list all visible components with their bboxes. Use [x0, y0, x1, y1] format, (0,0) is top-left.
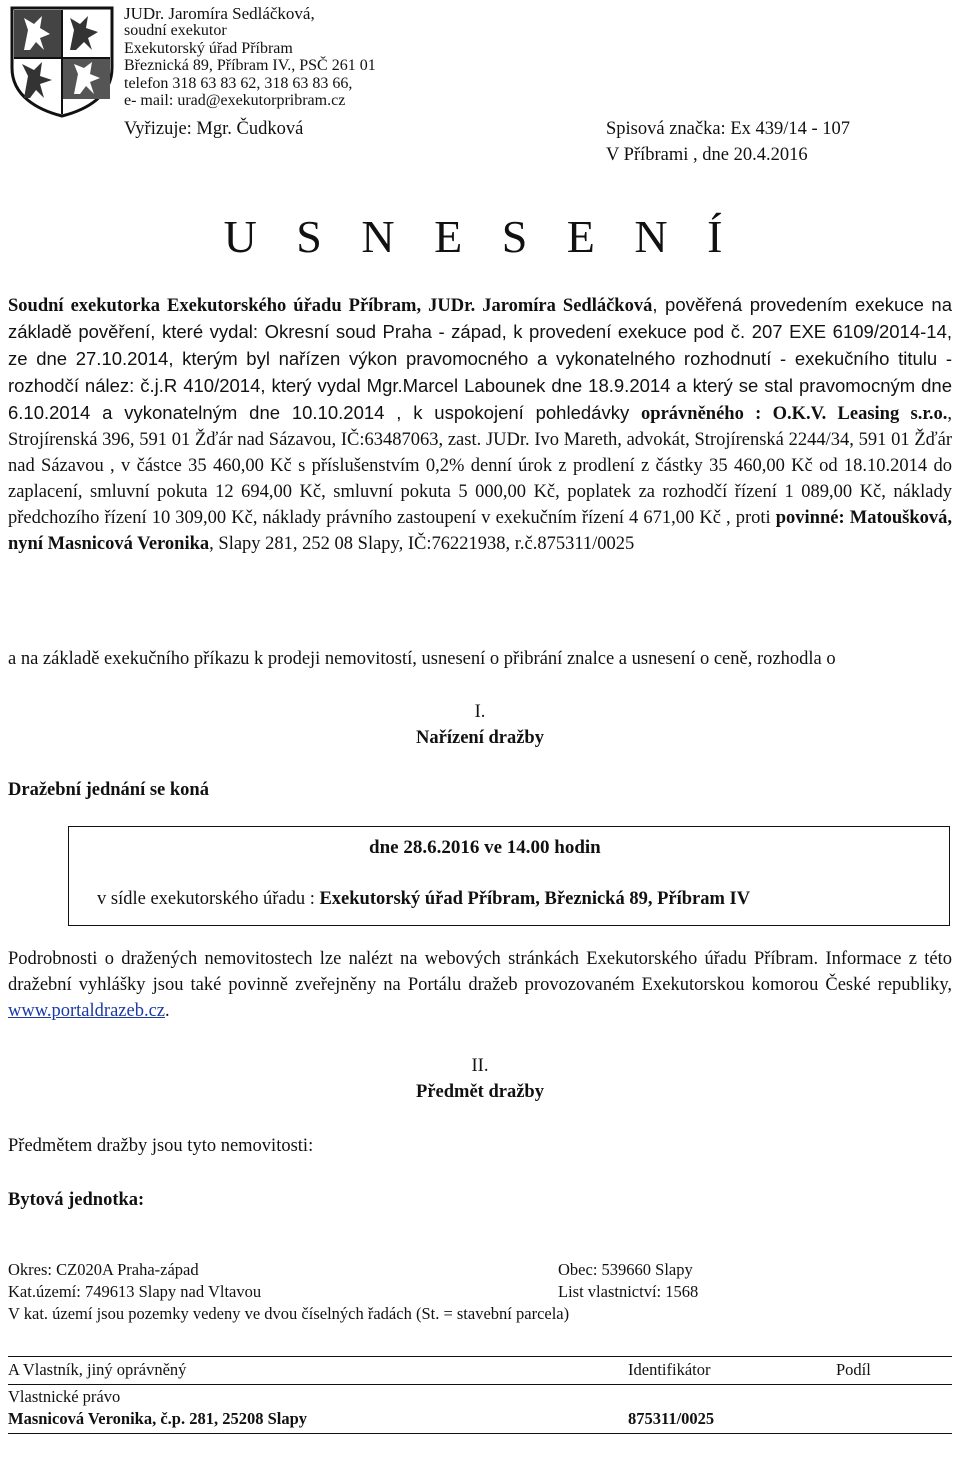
cadastral-area: Kat.území: 749613 Slapy nad Vltavou	[8, 1282, 262, 1301]
section-two-number: II.	[471, 1056, 489, 1076]
owners-col-share: Podíl	[836, 1360, 871, 1379]
auction-location	[97, 889, 750, 910]
office-phone: telefon 318 63 83 62, 318 63 83 66,	[124, 74, 353, 92]
owners-col-owner: A Vlastník, jiný oprávněný	[8, 1360, 187, 1379]
office-name: Exekutorský úřad Příbram	[124, 39, 293, 57]
owners-col-identifier: Identifikátor	[628, 1360, 711, 1379]
intro-text-b: Okresní soud Praha - západ, k provedení exekuce pod č. 207 EXE 6109/2014-14, ze dne 27.10.2014, kterým byl nařízen výkon pravomocného a vykonatelného rozhodnutí - exekučního titulu - rozhodčí nález: č.j.R 410/2014, který vydal Mgr.Marcel Labounek dne 18.9.2014 a který se stal pravomocným dne 6.10.2014 a vykonatelným dne 10.10.2014 , k uspokojení pohledávky	[8, 321, 953, 423]
portal-link[interactable]: www.portaldrazeb.cz	[8, 1001, 165, 1021]
details-end: .	[165, 1001, 170, 1021]
section-two-heading: Předmět dražby	[416, 1082, 544, 1102]
auction-location-name: Exekutorský úřad Příbram, Březnická 89, Příbram IV	[319, 889, 751, 909]
intro-text-a: , pověřená provedením exekuce na základě pověření, které vydal:	[8, 294, 952, 342]
debtor-label: povinné:	[775, 508, 845, 528]
creditor-label: oprávněného : O.K.V. Leasing s.r.o.	[641, 404, 948, 424]
section-one-number: I.	[474, 702, 486, 722]
state-emblem-image	[10, 6, 114, 118]
owners-table-top-rule	[8, 1356, 952, 1357]
office-address-block	[124, 5, 376, 109]
decision-basis-paragraph: a na základě exekučního příkazu k prodeji nemovitostí, usnesení o přibrání znalce a usnesení o ceně, rozhodla o	[8, 649, 836, 669]
unit-label: Bytová jednotka:	[8, 1190, 145, 1210]
executor-role: soudní exekutor	[124, 22, 227, 40]
debtor-name: Matoušková, nyní Masnicová Veronika	[8, 508, 953, 554]
owner-identifier: 875311/0025	[628, 1409, 715, 1428]
handler-line: Vyřizuje: Mgr. Čudková	[124, 119, 304, 139]
owner-name: Masnicová Veronika, č.p. 281, 25208 Slapy	[8, 1409, 308, 1428]
intro-text-c: , Strojírenská 396, 591 01 Žďár nad Sázavou, IČ:63487063, zast. JUDr. Ivo Mareth, advokát, Strojírenská 2244/34, 591 01 Žďár nad Sázavou , v částce 35 460,00 Kč s příslušenstvím 0,2% denní úrok z prodlení z částky 35 460,00 Kč od 18.10.2014 do zaplacení, smluvní pokuta 12 694,00 Kč, smluvní pokuta 5 000,00 Kč, poplatek za rozhodčí řízení 1 089,00 Kč, náklady předchozího řízení 10 309,00 Kč, náklady právního zastoupení v exekučním řízení 4 671,00 Kč , proti	[8, 404, 952, 528]
resolution-intro-paragraph	[8, 292, 952, 557]
office-email: e- mail: urad@exekutorpribram.cz	[124, 92, 346, 110]
municipality: Obec: 539660 Slapy	[558, 1260, 693, 1279]
details-text: Podrobnosti o dražených nemovitostech lze nalézt na webových stránkách Exekutorského úřadu Příbram. Informace z této dražební vyhlášky jsou také povinně zveřejněny na Portálu dražeb provozovaném Exekutorskou komorou České republiky,	[8, 949, 952, 995]
auction-location-prefix: v sídle exekutorského úřadu :	[97, 889, 320, 909]
subject-lead: Předmětem dražby jsou tyto nemovitosti:	[8, 1136, 314, 1156]
document-title: U S N E S E N Í	[223, 211, 737, 262]
intro-text-d: , Slapy 281, 252 08 Slapy, IČ:76221938, r.č.875311/0025	[209, 534, 635, 554]
owners-table-header-rule	[8, 1384, 952, 1385]
auction-details-box	[68, 826, 950, 926]
district: Okres: CZ020A Praha-západ	[8, 1260, 199, 1279]
owners-table-bottom-rule	[8, 1433, 952, 1434]
place-date: V Příbrami , dne 20.4.2016	[606, 145, 808, 165]
executor-intro-bold: Soudní exekutorka Exekutorského úřadu Příbram, JUDr. Jaromíra Sedláčková	[8, 296, 653, 316]
auction-date: dne 28.6.2016 ve 14.00 hodin	[369, 837, 601, 858]
executor-name: JUDr. Jaromíra Sedláčková,	[124, 4, 315, 23]
cadastre-note: V kat. území jsou pozemky vedeny ve dvou číselných řadách (St. = stavební parcela)	[8, 1304, 570, 1323]
auction-lead: Dražební jednání se koná	[8, 780, 209, 800]
details-paragraph	[8, 946, 952, 1024]
file-number: Spisová značka: Ex 439/14 - 107	[606, 119, 851, 139]
section-one-heading: Nařízení dražby	[416, 728, 544, 748]
title-sheet: List vlastnictví: 1568	[558, 1282, 699, 1301]
ownership-right-type: Vlastnické právo	[8, 1387, 121, 1406]
office-address: Březnická 89, Příbram IV., PSČ 261 01	[124, 57, 376, 75]
